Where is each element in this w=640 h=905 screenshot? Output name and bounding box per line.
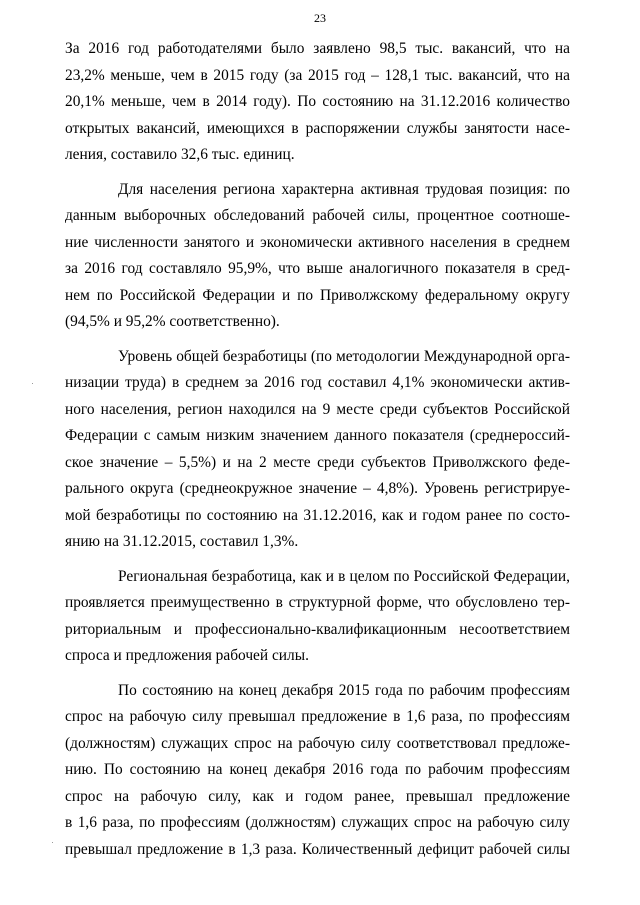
text-line: рального округа (среднеокружное значение – 4,8%). Уровень регистрируе- [65, 480, 570, 497]
text-line: открытых вакансий, имеющихся в распоряжении службы занятости насе- [65, 119, 570, 137]
document-body [65, 36, 570, 871]
text-line: Для населения региона характерна активная трудовая позиция: по [118, 180, 570, 198]
text-line: проявляется преимущественно в структурной форме, что обусловлено тер- [65, 594, 570, 611]
text-line: За 2016 год работодателями было заявлено 98,5 тыс. вакансий, что на [65, 40, 570, 57]
text-line: (94,5% и 95,2% соответственно). [65, 313, 280, 330]
paragraph-unemployment-level [65, 344, 570, 556]
text-line: нем по Российской Федерации и по Приволжскому федеральному округу [65, 286, 570, 304]
text-line: ние численности занятого и экономически активного населения в среднем [65, 233, 570, 251]
text-line: (должностям) служащих спрос на рабочую силу соответствовал предложе- [65, 734, 570, 752]
paragraph-labor-position [65, 177, 570, 336]
text-line: Региональная безработица, как и в целом по Российской Федерации, [118, 567, 570, 585]
text-line: янию на 31.12.2015, составил 1,3%. [65, 533, 299, 550]
text-line: ское значение – 5,5%) и на 2 месте среди субъектов Приволжского феде- [65, 453, 570, 471]
text-line: 20,1% меньше, чем в 2014 году). По состоянию на 31.12.2016 количество [65, 93, 570, 110]
text-line: низации труда) в среднем за 2016 год составил 4,1% экономически актив- [65, 374, 570, 391]
scan-speck [52, 842, 53, 843]
paragraph-regional-unemployment [65, 564, 570, 670]
paragraph-labor-demand [65, 678, 570, 864]
text-line: нию. По состоянию на конец декабря 2016 года по рабочим профессиям [65, 761, 570, 778]
text-line: 23,2% меньше, чем в 2015 году (за 2015 год – 128,1 тыс. вакансий, что на [65, 66, 570, 84]
text-line: спрос на рабочую силу превышал предложение в 1,6 раза, по профессиям [65, 708, 570, 725]
text-line: риториальным и профессионально-квалификационным несоответствием [65, 620, 570, 638]
text-line: превышал предложение в 1,3 раза. Количественный дефицит рабочей силы [65, 840, 570, 858]
text-line: данным выборочных обследований рабочей силы, процентное соотноше- [65, 207, 570, 224]
text-line: спрос на рабочую силу, как и годом ранее, превышал предложение [65, 787, 570, 805]
text-line: мой безработицы по состоянию на 31.12.2016, как и годом ранее по состо- [65, 506, 570, 524]
text-line: ления, составило 32,6 тыс. единиц. [65, 146, 295, 163]
page-number: 23 [314, 11, 326, 25]
text-line: спроса и предложения рабочей силы. [65, 647, 309, 664]
text-line: По состоянию на конец декабря 2015 года по рабочим профессиям [118, 681, 570, 699]
paragraph-vacancies [65, 36, 570, 169]
text-line: в 1,6 раза, по профессиям (должностям) служащих спрос на рабочую силу [65, 814, 570, 831]
scan-speck [32, 383, 33, 384]
text-line: Уровень общей безработицы (по методологии Международной орга- [118, 347, 570, 365]
text-line: за 2016 год составляло 95,9%, что выше аналогичного показателя в сред- [65, 260, 570, 277]
text-line: ного населения, регион находился на 9 месте среди субъектов Российской [65, 400, 570, 418]
text-line: Федерации с самым низким значением данного показателя (среднероссий- [65, 427, 570, 444]
